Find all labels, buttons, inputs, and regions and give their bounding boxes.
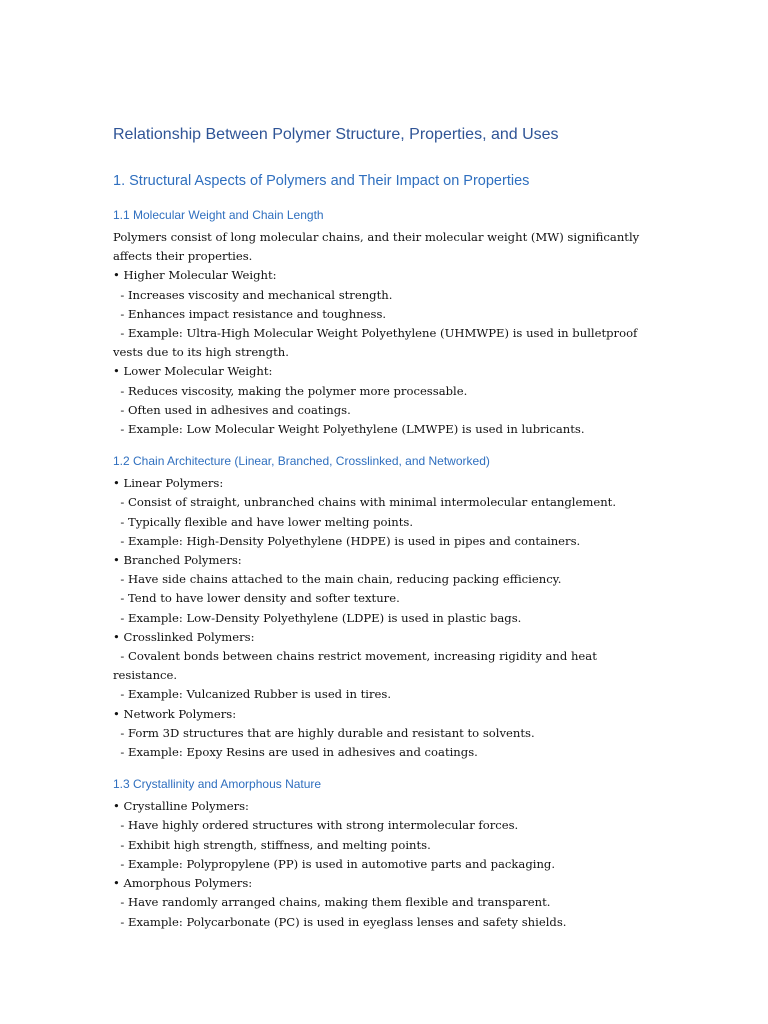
text-line: • Crosslinked Polymers:	[113, 629, 255, 644]
text-line: - Consist of straight, unbranched chains with minimal intermolecular entanglement.	[113, 495, 617, 510]
text-line: - Form 3D structures that are highly durable and resistant to solvents.	[113, 725, 535, 740]
subsection-1-2-body	[113, 474, 653, 762]
subsection-1-3	[113, 776, 653, 931]
text-line: - Example: Low-Density Polyethylene (LDPE) is used in plastic bags.	[113, 610, 522, 625]
subsection-1-1-body	[113, 228, 653, 439]
document-page	[113, 124, 653, 946]
text-line: Polymers consist of long molecular chains, and their molecular weight (MW) significantly	[113, 230, 640, 244]
text-line: - Enhances impact resistance and toughness.	[113, 306, 387, 321]
text-line: - Reduces viscosity, making the polymer more processable.	[113, 383, 468, 398]
text-line: - Typically flexible and have lower melting points.	[113, 514, 413, 529]
text-line: - Often used in adhesives and coatings.	[113, 402, 351, 417]
text-line: affects their properties.	[113, 249, 253, 264]
text-line: • Amorphous Polymers:	[113, 876, 253, 891]
text-line: • Branched Polymers:	[113, 553, 242, 568]
text-line: • Crystalline Polymers:	[113, 799, 249, 814]
text-line: - Tend to have lower density and softer texture.	[113, 591, 400, 606]
text-line: - Exhibit high strength, stiffness, and melting points.	[113, 837, 431, 852]
text-line: - Example: Epoxy Resins are used in adhesives and coatings.	[113, 745, 478, 760]
subsection-1-3-heading: 1.3 Crystallinity and Amorphous Nature	[113, 777, 322, 792]
text-line: - Have side chains attached to the main chain, reducing packing efficiency.	[113, 572, 562, 587]
document-title: Relationship Between Polymer Structure, Properties, and Uses	[113, 126, 559, 143]
text-line: vests due to its high strength.	[113, 345, 289, 360]
subsection-1-1	[113, 207, 653, 439]
section-1-heading: 1. Structural Aspects of Polymers and Their Impact on Properties	[113, 173, 530, 189]
text-line: - Increases viscosity and mechanical strength.	[113, 287, 393, 302]
text-line: - Covalent bonds between chains restrict movement, increasing rigidity and heat	[113, 649, 597, 664]
text-line: - Example: Low Molecular Weight Polyethylene (LMWPE) is used in lubricants.	[113, 422, 585, 437]
text-line: resistance.	[113, 668, 178, 683]
text-line: • Network Polymers:	[113, 706, 237, 721]
text-line: - Example: Polypropylene (PP) is used in automotive parts and packaging.	[113, 856, 556, 871]
text-line: • Linear Polymers:	[113, 476, 224, 491]
text-line: - Example: High-Density Polyethylene (HDPE) is used in pipes and containers.	[113, 533, 581, 548]
text-line: - Have highly ordered structures with strong intermolecular forces.	[113, 818, 519, 833]
text-line: - Example: Ultra-High Molecular Weight Polyethylene (UHMWPE) is used in bulletproof	[113, 326, 638, 341]
text-line: - Have randomly arranged chains, making them flexible and transparent.	[113, 895, 551, 910]
subsection-1-2	[113, 453, 653, 762]
subsection-1-2-heading: 1.2 Chain Architecture (Linear, Branched, Crosslinked, and Networked)	[113, 454, 490, 469]
subsection-1-3-body	[113, 797, 653, 931]
text-line: - Example: Polycarbonate (PC) is used in eyeglass lenses and safety shields.	[113, 914, 567, 929]
subsection-1-1-heading: 1.1 Molecular Weight and Chain Length	[113, 208, 324, 222]
text-line: • Higher Molecular Weight:	[113, 268, 277, 283]
text-line: • Lower Molecular Weight:	[113, 364, 273, 379]
text-line: - Example: Vulcanized Rubber is used in tires.	[113, 687, 392, 702]
